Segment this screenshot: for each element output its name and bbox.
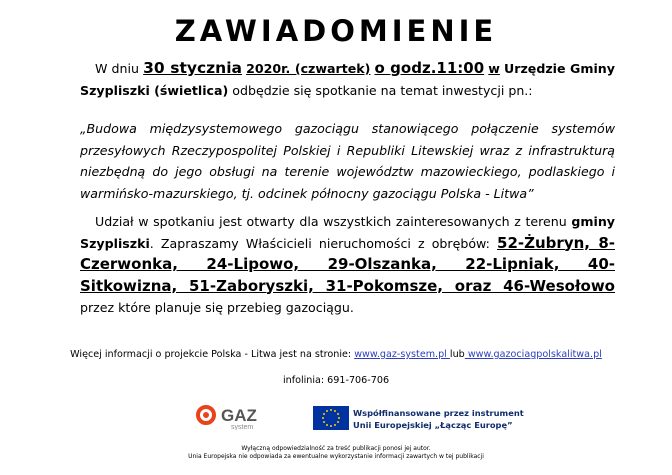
- info-lub: lub: [449, 349, 465, 360]
- logos-row: [0, 398, 672, 438]
- meeting-time: o godz.11:00: [374, 59, 485, 77]
- text: W dniu: [95, 61, 144, 76]
- eu-line1: Współfinansowane przez instrument: [353, 408, 524, 418]
- meeting-place: Urzędzie Gminy Szypliszki (świetlica): [80, 61, 615, 98]
- gaz-sub: system: [231, 424, 254, 430]
- gaz-system-link[interactable]: www.gaz-system.pl: [354, 349, 450, 360]
- text: przez które planuje się przebieg gazociągu.: [80, 300, 354, 315]
- page-title: ZAWIADOMIENIE: [174, 14, 498, 48]
- meeting-paragraph: [80, 58, 615, 101]
- gaz-name: GAZ: [221, 406, 257, 425]
- preposition: w: [488, 61, 500, 76]
- info-line: [0, 349, 672, 360]
- text: odbędzie się spotkanie na temat inwestycji pn.:: [228, 82, 533, 98]
- disclaimer-line1: Wyłączną odpowiedzialność za treść publikacji ponosi jej autor.: [241, 445, 431, 452]
- gazociag-link[interactable]: www.gazociagpolskalitwa.pl: [464, 349, 602, 360]
- disclaimer: [0, 445, 672, 461]
- meeting-year: 2020r. (czwartek): [246, 61, 371, 76]
- text: . Zapraszamy Właścicieli nieruchomości z obrębów:: [149, 235, 498, 251]
- eu-flag: [313, 406, 349, 430]
- meeting-date: 30 stycznia: [143, 59, 242, 77]
- invitation-paragraph: [80, 211, 615, 319]
- eu-line2: Unii Europejskiej „Łącząc Europę”: [353, 420, 513, 430]
- gmina-name: gminy Szypliszki: [80, 214, 615, 251]
- gaz-system-logo: [195, 404, 295, 430]
- disclaimer-line2: Unia Europejska nie odpowiada za ewentualne wykorzystanie informacji zawartych w tej publikacji: [188, 453, 484, 460]
- info-text: Więcej informacji o projekcie Polska - Litwa jest na stronie:: [70, 349, 355, 360]
- eu-flag-icon: [313, 406, 349, 430]
- investment-name: „Budowa międzysystemowego gazociągu stanowiącego połączenie systemów przesyłowych Rzeczypospolitej Polskiej i Republiki Litewskiej wraz z infrastrukturą niezbędną do jego obsługi na terenie województw mazowieckiego, podlaskiego i warmińsko-mazurskiego, tj. odcinek północny gazociągu Polska - Litwa”: [80, 121, 615, 201]
- hotline: infolinia: 691-706-706: [282, 375, 390, 386]
- eu-cofinancing-text: [353, 407, 524, 431]
- text: Udział w spotkaniu jest otwarty dla wszystkich zainteresowanych z terenu: [95, 214, 572, 229]
- precinct-list: 52-Żubryn, 8-Czerwonka, 24-Lipowo, 29-Olszanka, 22-Lipniak, 40-Sitkowizna, 51-Zaboryszki, 31-Pokomsze, oraz 46-Wesołowo: [80, 233, 615, 295]
- gaz-system-icon: [195, 404, 295, 430]
